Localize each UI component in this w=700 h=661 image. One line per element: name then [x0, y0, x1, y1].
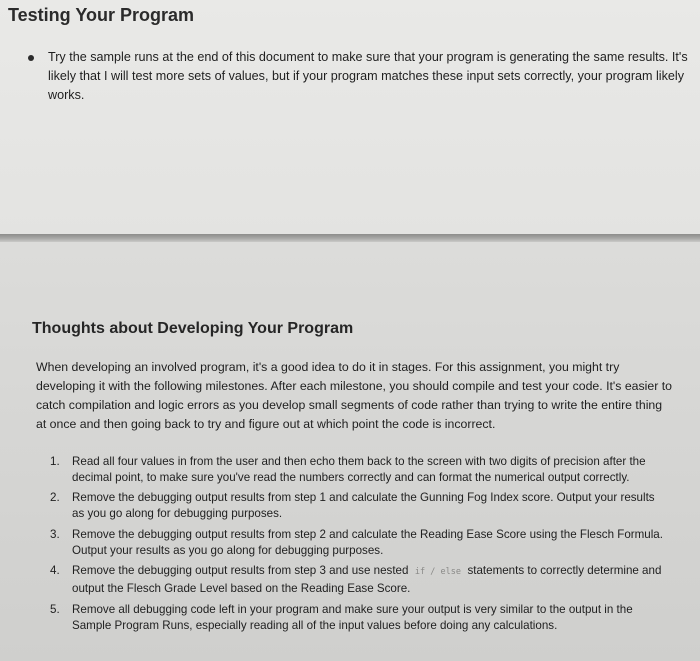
milestone-text: Read all four values in from the user and then echo them back to the screen with two digits of precision after the decimal point, to make sure you've read the numbers correctly and can format the numerical output correctly. [72, 455, 646, 484]
milestone-number: 5. [50, 602, 60, 616]
milestone-item-3 [50, 527, 670, 558]
milestone-number: 3. [50, 527, 60, 541]
page-divider [0, 234, 700, 242]
milestone-text: Remove all debugging code left in your program and make sure your output is very similar to the output in the Sample Program Runs, especially reading all of the input values before doing any calculations. [72, 602, 633, 632]
milestone-number: 2. [50, 491, 60, 505]
testing-bullet-item [28, 48, 696, 105]
milestone-number: 1. [50, 455, 60, 468]
milestone-text: Remove the debugging output results from step 2 and calculate the Reading Ease Score using the Flesch Formula. Output your results as you go along for debugging purposes. [72, 527, 663, 557]
bullet-icon [28, 55, 34, 61]
testing-bullet-text: Try the sample runs at the end of this document to make sure that your program is generating the same results. It's likely that I will test more sets of values, but if your program matches these input sets correctly, your program likely works. [48, 50, 688, 102]
section-title-testing: Testing Your Program [8, 5, 195, 25]
milestone-list [50, 454, 670, 638]
section-title-developing: Thoughts about Developing Your Program [32, 320, 354, 337]
milestone-item-2 [50, 490, 670, 521]
milestone-number: 4. [50, 564, 60, 578]
milestone-text-after: statements to correctly determine and output the Flesch Grade Level based on the Reading Ease Score. [72, 564, 662, 596]
code-keyword-else: else [440, 567, 461, 578]
milestone-item-4 [50, 563, 670, 596]
milestone-item-5 [50, 602, 670, 633]
milestone-text-before: Remove the debugging output results from step 3 and use nested [72, 564, 409, 578]
milestone-item-1 [50, 454, 670, 485]
milestone-text: Remove the debugging output results from step 1 and calculate the Gunning Fog Index score. Output your results as you go along for debugging purposes. [72, 491, 655, 521]
developing-intro-paragraph: When developing an involved program, it's a good idea to do it in stages. For this assignment, you might try developing it with the following milestones. After each milestone, you should compile and test your code. It's easier to catch compilation and logic errors as you develop small segments of code rather than trying to write the entire thing at once and then going back to try and figure out at which point the code is incorrect. [36, 360, 672, 431]
page-upper [0, 0, 700, 236]
code-keyword-if: if [414, 567, 426, 578]
code-keyword-separator: / [425, 567, 441, 578]
testing-bullet-list [28, 48, 696, 105]
